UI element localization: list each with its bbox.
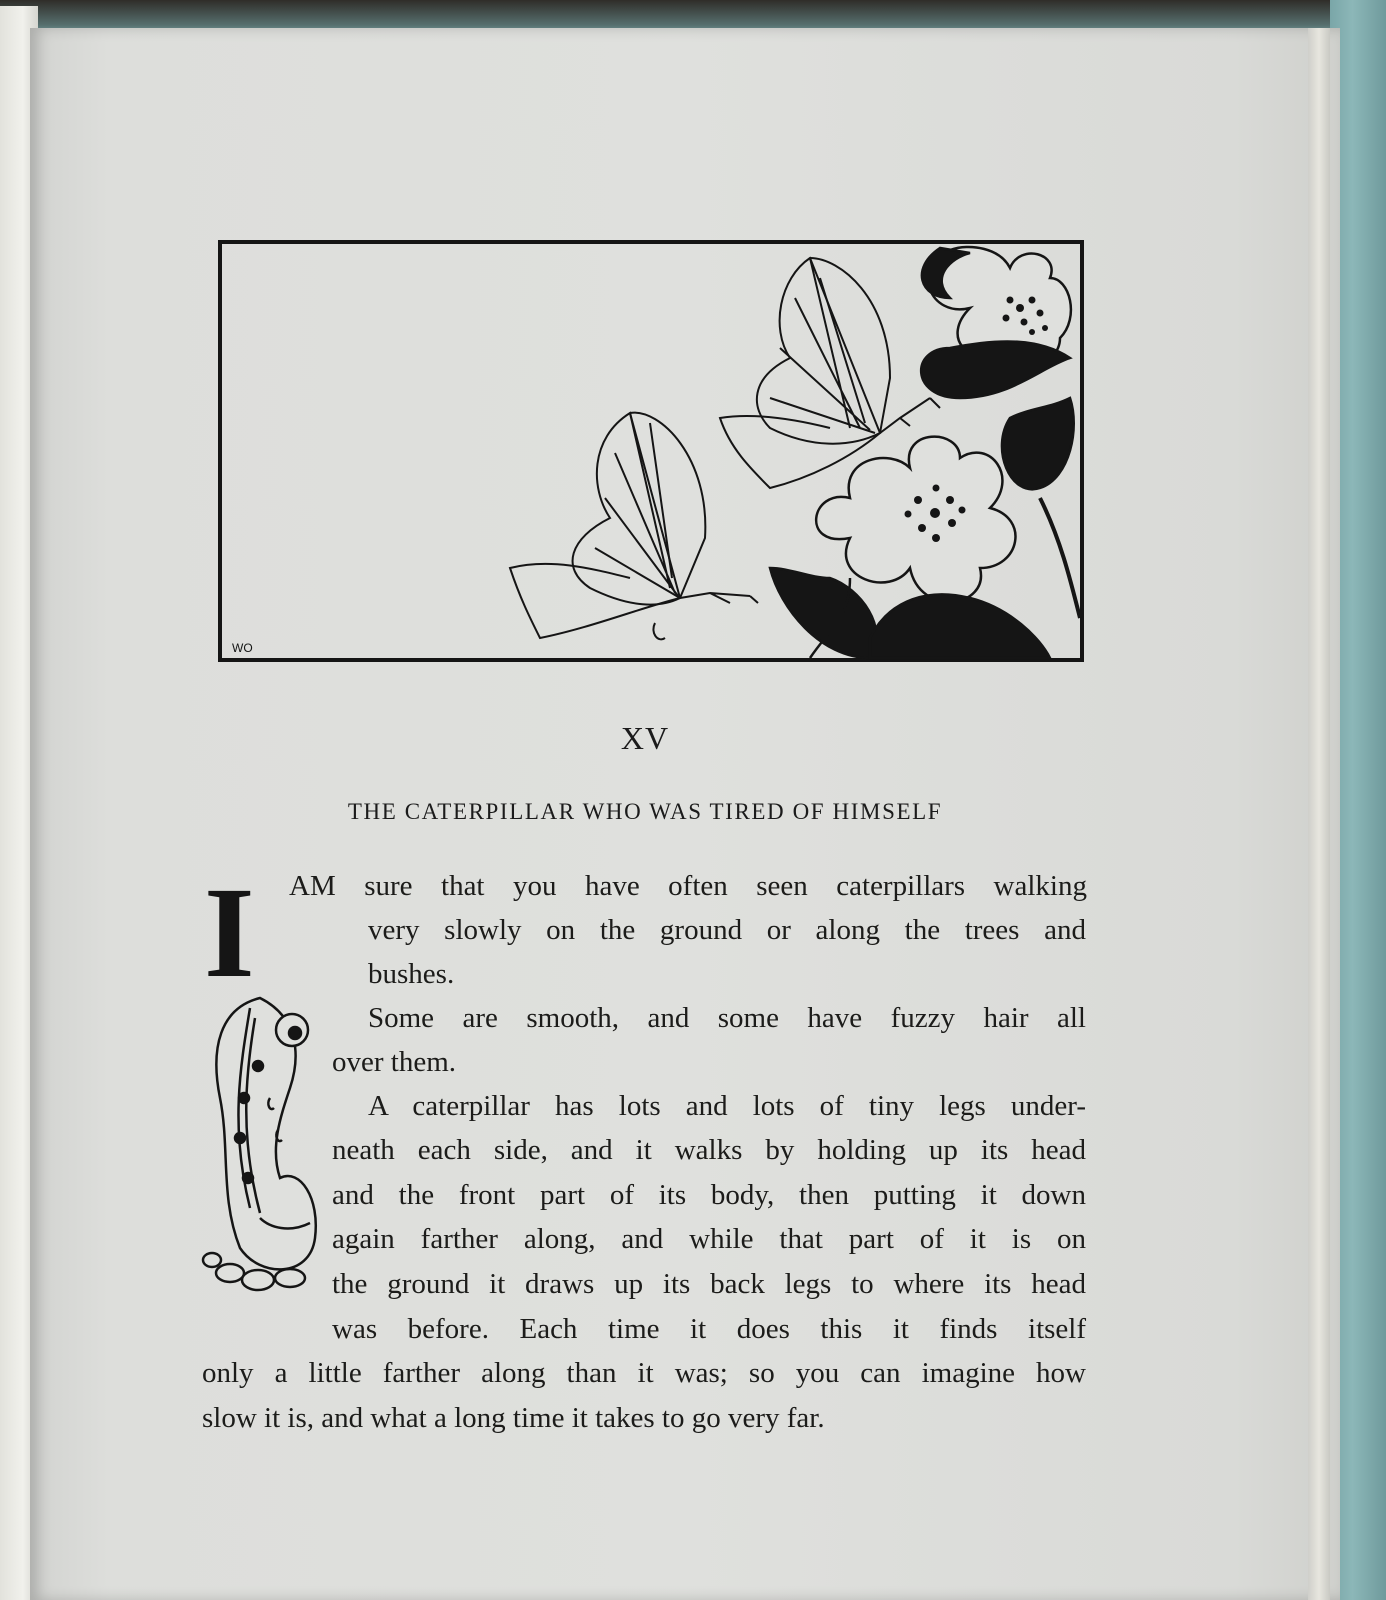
body-line-2: very slowly on the ground or along the trees and <box>368 914 1086 946</box>
dropcap-caterpillar-illustration <box>200 868 320 1318</box>
chapter-title: THE CATERPILLAR WHO WAS TIRED OF HIMSELF <box>347 799 943 824</box>
body-line-11: was before. Each time it does this it finds itself <box>332 1313 1086 1345</box>
body-line-1: AM sure that you have often seen caterpillars walking <box>289 870 1087 902</box>
butterfly-lower-icon <box>510 413 758 640</box>
page-stack-edge <box>1308 28 1330 1600</box>
illustrator-signature: WO <box>232 641 253 655</box>
body-line-9: again farther along, and while that part of it is on <box>332 1223 1086 1255</box>
flower-cluster-icon <box>770 247 1080 658</box>
caterpillar-icon <box>203 998 316 1290</box>
body-line-13: slow it is, and what a long time it takes to go very far. <box>202 1402 825 1434</box>
body-line-4: Some are smooth, and some have fuzzy hair all <box>368 1002 1086 1034</box>
chapter-header-illustration <box>210 238 1090 668</box>
body-line-8: and the front part of its body, then putting it down <box>332 1179 1086 1211</box>
body-line-12: only a little farther along than it was; so you can imagine how <box>202 1357 1086 1389</box>
body-line-6: A caterpillar has lots and lots of tiny legs under- <box>368 1090 1086 1122</box>
dropcap-letter: I <box>204 868 255 1005</box>
body-line-7: neath each side, and it walks by holding up its head <box>332 1134 1086 1166</box>
butterfly-upper-icon <box>720 258 940 488</box>
body-line-3: bushes. <box>368 958 455 990</box>
body-line-10: the ground it draws up its back legs to where its head <box>332 1268 1086 1300</box>
chapter-number: XV <box>620 720 670 756</box>
body-line-5: over them. <box>332 1046 457 1078</box>
